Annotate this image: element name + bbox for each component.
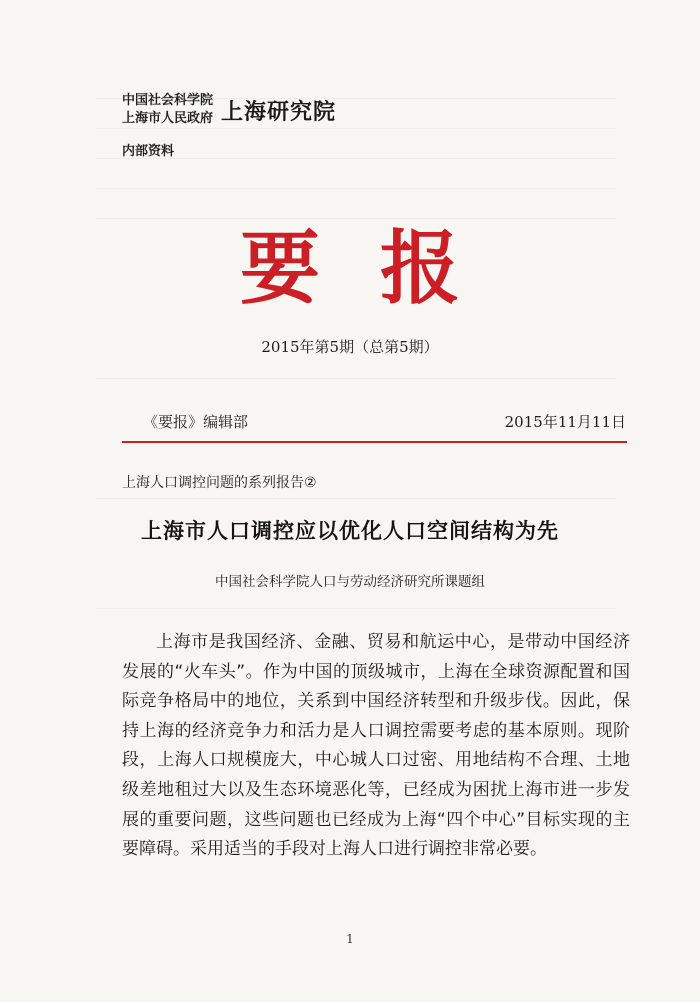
institute-name: 上海研究院 <box>221 98 337 125</box>
publication-date: 2015年11月11日 <box>504 413 626 431</box>
bleed-through-line <box>96 378 616 379</box>
classification-label: 内部资料 <box>122 144 175 159</box>
bleed-through-line <box>96 128 616 129</box>
editorial-department: 《要报》编辑部 <box>143 413 249 431</box>
bleed-through-line <box>96 498 616 499</box>
article-author: 中国社会科学院人口与劳动经济研究所课题组 <box>215 574 485 590</box>
masthead-title: 要报 <box>240 221 520 315</box>
org-name-cass: 中国社会科学院 <box>122 93 214 108</box>
org-name-shanghai-gov: 上海市人民政府 <box>122 111 214 126</box>
org-names <box>122 92 213 128</box>
body-paragraph: 上海市是我国经济、金融、贸易和航运中心，是带动中国经济发展的“火车头”。作为中国的顶级城市，上海在全球资源配置和国际竞争格局中的地位，关系到中国经济转型和升级步伐。因此，保持上海的经济竞争力和活力是人口调控需要考虑的基本原则。现阶段，上海人口规模庞大，中心城人口过密、用地结构不合理、土地级差地租过大以及生态环境恶化等，已经成为困扰上海市进一步发展的重要问题，这些问题也已经成为上海“四个中心”目标实现的主要障碍。采用适当的手段对上海人口进行调控非常必要。 <box>122 632 630 860</box>
header-org-block <box>122 92 336 128</box>
issue-number: 2015年第5期（总第5期） <box>261 338 439 356</box>
series-label: 上海人口调控问题的系列报告② <box>122 475 317 491</box>
bleed-through-line <box>96 608 616 609</box>
bleed-through-line <box>96 188 616 189</box>
article-title: 上海市人口调控应以优化人口空间结构为先 <box>141 518 559 543</box>
red-divider-rule <box>122 441 627 443</box>
page-number: 1 <box>346 932 354 946</box>
